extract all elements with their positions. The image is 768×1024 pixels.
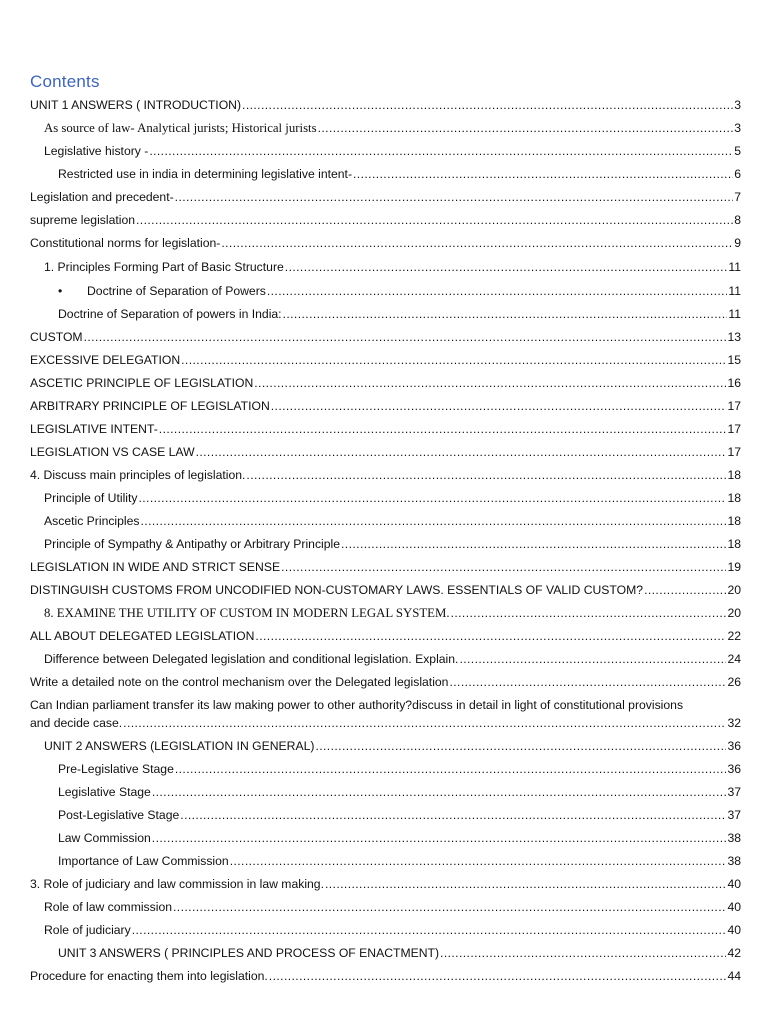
- toc-page-number: 36: [727, 762, 741, 776]
- toc-entry-label: Difference between Delegated legislation and conditional legislation. Explain.: [44, 652, 459, 666]
- toc-entry[interactable]: [58, 829, 741, 847]
- toc-entry-label: Doctrine of Separation of Powers: [87, 284, 266, 298]
- toc-entry[interactable]: [58, 165, 741, 183]
- dot-leader: [196, 443, 727, 461]
- toc-entry-label: Constitutional norms for legislation-: [30, 236, 221, 250]
- toc-entry[interactable]: [30, 581, 741, 599]
- dot-leader: [353, 165, 733, 183]
- toc-entry-label: Ascetic Principles: [44, 514, 140, 528]
- toc-entry[interactable]: [44, 119, 741, 137]
- dot-leader: [271, 397, 727, 415]
- toc-entry-label: Law Commission: [58, 831, 151, 845]
- toc-entry-label: UNIT 1 ANSWERS ( INTRODUCTION): [30, 98, 242, 112]
- dot-leader: [283, 305, 728, 323]
- toc-entry[interactable]: [44, 258, 741, 276]
- dot-leader: [173, 898, 726, 916]
- toc-entry-label: 8. EXAMINE THE UTILITY OF CUSTOM IN MODERN LEGAL SYSTEM.: [44, 606, 450, 620]
- toc-entry-label: Procedure for enacting them into legislation.: [30, 969, 268, 983]
- toc-page-number: 19: [727, 560, 741, 574]
- toc-page-number: 20: [727, 606, 741, 620]
- toc-page-number: 11: [728, 284, 741, 298]
- toc-entry-label: EXCESSIVE DELEGATION: [30, 353, 181, 367]
- dot-leader: [255, 627, 726, 645]
- toc-entry[interactable]: [30, 96, 741, 114]
- toc-entry-label: supreme legislation: [30, 213, 136, 227]
- toc-page-number: 36: [727, 739, 741, 753]
- toc-page-number: 17: [727, 399, 741, 413]
- toc-entry[interactable]: [58, 944, 741, 962]
- toc-entry-label: 3. Role of judiciary and law commission in law making.: [30, 877, 324, 891]
- toc-entry[interactable]: [44, 737, 741, 755]
- toc-entry[interactable]: [30, 397, 741, 415]
- dot-leader: [230, 852, 727, 870]
- toc-entry-label: Write a detailed note on the control mechanism over the Delegated legislation: [30, 675, 449, 689]
- toc-entry[interactable]: [30, 374, 741, 392]
- toc-entry-label: Post-Legislative Stage: [58, 808, 180, 822]
- toc-entry[interactable]: [44, 535, 741, 553]
- dot-leader: [123, 714, 726, 732]
- toc-entry[interactable]: [30, 967, 741, 985]
- toc-page-number: 20: [727, 583, 741, 597]
- toc-page-number: 9: [734, 236, 741, 250]
- toc-entry-label: DISTINGUISH CUSTOMS FROM UNCODIFIED NON-CUSTOMARY LAWS. ESSENTIALS OF VALID CUSTOM?: [30, 583, 644, 597]
- toc-entry-label: Legislative history -: [44, 144, 149, 158]
- dot-leader: [285, 258, 728, 276]
- toc-page-number: 18: [727, 514, 741, 528]
- toc-page-number: 3: [734, 121, 741, 135]
- toc-entry-continuation: [30, 714, 741, 732]
- dot-leader: [152, 783, 727, 801]
- toc-entry[interactable]: [30, 558, 741, 576]
- contents-heading: Contents: [30, 72, 100, 91]
- dot-leader: [451, 604, 727, 622]
- dot-leader: [341, 535, 726, 553]
- dot-leader: [281, 558, 726, 576]
- toc-page-number: 11: [728, 307, 741, 321]
- toc-entry[interactable]: [44, 142, 741, 160]
- toc-entry[interactable]: [30, 443, 741, 461]
- toc-entry[interactable]: [30, 211, 741, 229]
- toc-page-number: 38: [727, 831, 741, 845]
- toc-entry[interactable]: [44, 512, 741, 530]
- toc-entry[interactable]: [58, 852, 741, 870]
- toc-entry-label: Importance of Law Commission: [58, 854, 229, 868]
- toc-page-number: 40: [727, 900, 741, 914]
- toc-entry-label: Legislation and precedent-: [30, 190, 174, 204]
- toc-page-number: 38: [727, 854, 741, 868]
- dot-leader: [315, 737, 726, 755]
- toc-entry[interactable]: [30, 673, 741, 691]
- toc-entry[interactable]: [30, 234, 741, 252]
- dot-leader: [180, 806, 726, 824]
- toc-page-number: 18: [727, 468, 741, 482]
- dot-leader: [459, 650, 726, 668]
- toc-entry[interactable]: [58, 760, 741, 778]
- bullet-icon: •: [58, 284, 63, 298]
- dot-leader: [152, 829, 727, 847]
- dot-leader: [242, 96, 733, 114]
- toc-entry[interactable]: [44, 650, 741, 668]
- toc-entry-label: Doctrine of Separation of powers in India:: [58, 307, 282, 321]
- dot-leader: [318, 119, 734, 137]
- toc-page-number: 24: [727, 652, 741, 666]
- dot-leader: [644, 581, 726, 599]
- dot-leader: [175, 760, 727, 778]
- toc-entry[interactable]: [30, 627, 741, 645]
- toc-entry[interactable]: [44, 898, 741, 916]
- toc-page-number: 37: [727, 808, 741, 822]
- toc-entry-label: Restricted use in india in determining legislative intent-: [58, 167, 353, 181]
- toc-entry-label: Can Indian parliament transfer its law making power to other authority?discuss in detail in light of constitutional provisions: [30, 698, 684, 712]
- toc-entry[interactable]: [30, 351, 741, 369]
- toc-page-number: 6: [734, 167, 741, 181]
- toc-entry[interactable]: [30, 875, 741, 893]
- dot-leader: [132, 921, 727, 939]
- toc-page-number: 13: [727, 330, 741, 344]
- toc-page-number: 8: [734, 213, 741, 227]
- dot-leader: [254, 374, 726, 392]
- toc-entry[interactable]: [58, 806, 741, 824]
- toc-entry[interactable]: [58, 282, 741, 300]
- toc-page-number: 40: [727, 923, 741, 937]
- toc-entry-label: 1. Principles Forming Part of Basic Structure: [44, 260, 284, 274]
- toc-page-number: 5: [734, 144, 741, 158]
- dot-leader: [175, 188, 734, 206]
- toc-entry-label: 4. Discuss main principles of legislation.: [30, 468, 246, 482]
- toc-entry-label: Pre-Legislative Stage: [58, 762, 174, 776]
- toc-page-number: 44: [727, 969, 741, 983]
- toc-page-number: 18: [727, 491, 741, 505]
- toc-page-number: 32: [727, 716, 741, 730]
- toc-entry[interactable]: [58, 783, 741, 801]
- toc-page-number: 18: [727, 537, 741, 551]
- toc-page-number: 40: [727, 877, 741, 891]
- dot-leader: [269, 967, 727, 985]
- toc-entry[interactable]: [44, 489, 741, 507]
- toc-page-number: 37: [727, 785, 741, 799]
- toc-entry-label: Principle of Utility: [44, 491, 138, 505]
- toc-page-number: 16: [727, 376, 741, 390]
- toc-entry-label: LEGISLATION IN WIDE AND STRICT SENSE: [30, 560, 281, 574]
- dot-leader: [138, 489, 726, 507]
- toc-entry[interactable]: [44, 921, 741, 939]
- toc-page-number: 22: [727, 629, 741, 643]
- toc-page-number: 17: [727, 445, 741, 459]
- toc-page-number: 15: [727, 353, 741, 367]
- toc-entry-label: As source of law- Analytical jurists; Historical jurists: [44, 121, 317, 135]
- dot-leader: [440, 944, 726, 962]
- toc-entry-label: ARBITRARY PRINCIPLE OF LEGISLATION: [30, 399, 270, 413]
- toc-entry[interactable]: [58, 305, 741, 323]
- dot-leader: [221, 234, 733, 252]
- dot-leader: [449, 673, 726, 691]
- toc-page-number: 7: [734, 190, 741, 204]
- dot-leader: [84, 328, 727, 346]
- dot-leader: [136, 211, 733, 229]
- dot-leader: [267, 282, 728, 300]
- toc-entry[interactable]: [30, 466, 741, 484]
- dot-leader: [141, 512, 727, 530]
- dot-leader: [149, 142, 733, 160]
- toc-page-number: 11: [728, 260, 741, 274]
- toc-page-number: 17: [727, 422, 741, 436]
- toc-page-number: 3: [734, 98, 741, 112]
- toc-entry-label: ALL ABOUT DELEGATED LEGISLATION: [30, 629, 255, 643]
- toc-page-number: 42: [727, 946, 741, 960]
- toc-entry-label: and decide case.: [30, 716, 123, 730]
- toc-entry-label: Role of law commission: [44, 900, 173, 914]
- toc-entry-label: Role of judiciary: [44, 923, 131, 937]
- toc-entry-label: Principle of Sympathy & Antipathy or Arbitrary Principle: [44, 537, 341, 551]
- toc-entry[interactable]: [30, 328, 741, 346]
- toc-entry[interactable]: [44, 604, 741, 622]
- dot-leader: [325, 875, 726, 893]
- toc-entry-label: UNIT 2 ANSWERS (LEGISLATION IN GENERAL): [44, 739, 315, 753]
- dot-leader: [181, 351, 726, 369]
- toc-page-number: 26: [727, 675, 741, 689]
- dot-leader: [159, 420, 727, 438]
- toc-entry[interactable]: [30, 696, 741, 732]
- toc-entry-label: ASCETIC PRINCIPLE OF LEGISLATION: [30, 376, 254, 390]
- toc-entry-label: LEGISLATION VS CASE LAW: [30, 445, 195, 459]
- toc-entry-label: Legislative Stage: [58, 785, 151, 799]
- dot-leader: [246, 466, 726, 484]
- toc-entry-label: LEGISLATIVE INTENT-: [30, 422, 158, 436]
- toc-entry-label: CUSTOM: [30, 330, 83, 344]
- toc-entry-label: UNIT 3 ANSWERS ( PRINCIPLES AND PROCESS OF ENACTMENT): [58, 946, 440, 960]
- toc-entry[interactable]: [30, 420, 741, 438]
- toc-entry[interactable]: [30, 188, 741, 206]
